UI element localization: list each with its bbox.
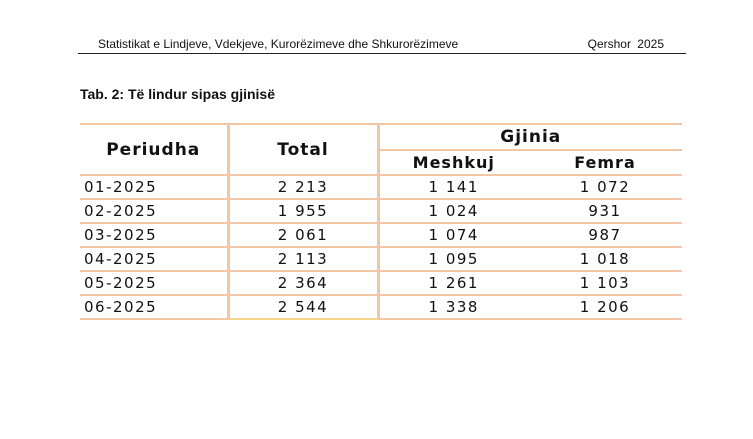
table-row — [80, 223, 682, 247]
table-row — [80, 247, 682, 271]
table-row — [80, 271, 682, 295]
cell-male: 1 261 — [378, 271, 528, 295]
header-date: Qershor 2025 — [587, 37, 664, 51]
cell-period: 06-2025 — [80, 295, 228, 319]
cell-total: 2 544 — [228, 295, 378, 319]
cell-male: 1 141 — [378, 175, 528, 199]
cell-female: 1 072 — [528, 175, 682, 199]
page-header — [78, 37, 686, 54]
cell-male: 1 074 — [378, 223, 528, 247]
cell-male: 1 095 — [378, 247, 528, 271]
column-header-period: Periudha — [80, 124, 228, 175]
header-publication-title: Statistikat e Lindjeve, Vdekjeve, Kurorëzimeve dhe Shkurorëzimeve — [98, 37, 459, 51]
cell-total: 2 213 — [228, 175, 378, 199]
table-row — [80, 199, 682, 223]
cell-female: 1 206 — [528, 295, 682, 319]
cell-female: 931 — [528, 199, 682, 223]
cell-female: 987 — [528, 223, 682, 247]
cell-total: 2 061 — [228, 223, 378, 247]
table-title: Tab. 2: Të lindur sipas gjinisë — [80, 86, 276, 102]
cell-period: 05-2025 — [80, 271, 228, 295]
births-by-gender-table — [80, 123, 682, 320]
cell-period: 01-2025 — [80, 175, 228, 199]
column-header-male: Meshkuj — [378, 150, 528, 175]
cell-total: 1 955 — [228, 199, 378, 223]
cell-period: 03-2025 — [80, 223, 228, 247]
table-row — [80, 175, 682, 199]
cell-male: 1 024 — [378, 199, 528, 223]
column-header-gender: Gjinia — [500, 127, 562, 147]
column-header-total: Total — [228, 124, 378, 175]
cell-period: 04-2025 — [80, 247, 228, 271]
table-row — [80, 295, 682, 319]
column-header-female: Femra — [528, 150, 682, 175]
cell-female: 1 103 — [528, 271, 682, 295]
cell-total: 2 364 — [228, 271, 378, 295]
cell-male: 1 338 — [378, 295, 528, 319]
cell-period: 02-2025 — [80, 199, 228, 223]
cell-female: 1 018 — [528, 247, 682, 271]
cell-total: 2 113 — [228, 247, 378, 271]
